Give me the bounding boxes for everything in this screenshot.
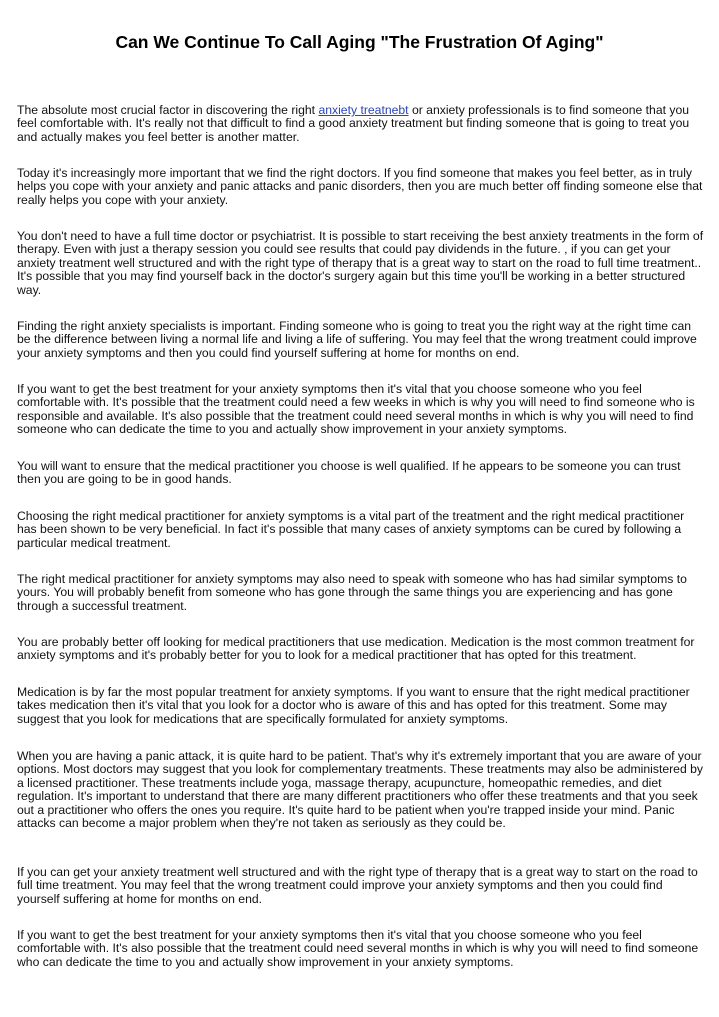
paragraph-12: If you can get your anxiety treatment well structured and with the right type of therapy that is a great way to start on the road to full time treatment. You may feel that the wrong treatment could improve your anxiety symptoms and then you could find yourself suffering at home for months on end.: [17, 865, 698, 906]
paragraph-5: If you want to get the best treatment for your anxiety symptoms then it's vital that you choose someone who you feel comfortable with. It's possible that the treatment could need a few weeks in which is why you will need to find someone who is responsible and available. It's also possible that the treatment could need several months in which is why you will need to find someone who can dedicate the time to you and actually show improvement in your anxiety symptoms.: [17, 382, 695, 437]
paragraph-10: Medication is by far the most popular treatment for anxiety symptoms. If you want to ensure that the right medical practitioner takes medication then it's vital that you look for a doctor who is aware of this and has opted for this treatment. Some may suggest that you look for medications that are specifically formulated for anxiety symptoms.: [17, 685, 690, 726]
paragraph-13: If you want to get the best treatment for your anxiety symptoms then it's vital that you choose someone who you feel comfortable with. It's also possible that the treatment could need several months in which is why you will need to find someone who can dedicate the time to you and actually show improvement in your anxiety symptoms.: [17, 928, 699, 969]
paragraph-9: You are probably better off looking for medical practitioners that use medication. Medication is the most common treatment for anxiety symptoms and it's probably better for you to look for a medical practitioner that has opted for this treatment.: [17, 635, 695, 663]
page-title: Can We Continue To Call Aging "The Frustration Of Aging": [115, 32, 604, 52]
paragraph-4: Finding the right anxiety specialists is important. Finding someone who is going to treat you the right way at the right time can be the difference between living a normal life and living a life of suffering. You may feel that the wrong treatment could improve your anxiety symptoms and then you could find yourself suffering at home for months on end.: [17, 319, 697, 360]
paragraph-11: When you are having a panic attack, it is quite hard to be patient. That's why it's extremely important that you are aware of your options. Most doctors may suggest that you look for complementary treatments. These treatments may also be administered by a licensed practitioner. These treatments include yoga, massage therapy, acupuncture, homeopathic remedies, and diet regulation. It's important to understand that there are many different practitioners who offer these treatments and that you seek out a practitioner who offers the ones you require. It's quite hard to be patient when you're trapped inside your mind. Panic attacks can become a major problem when they're not taken as seriously as they could be.: [17, 749, 703, 831]
paragraph-7: Choosing the right medical practitioner for anxiety symptoms is a vital part of the treatment and the right medical practitioner has been shown to be very beneficial. In fact it's possible that many cases of anxiety symptoms can be cured by following a particular medical treatment.: [17, 509, 685, 550]
anxiety-treatment-link[interactable]: anxiety treatnebt: [318, 103, 409, 117]
paragraph-1-text-after: or anxiety professionals is to find someone that you feel comfortable with. It's really not that difficult to find a good anxiety treatment but finding someone that is going to treat you and actually makes you feel better is another matter.: [17, 103, 690, 144]
paragraph-6: You will want to ensure that the medical practitioner you choose is well qualified. If he appears to be someone you can trust then you are going to be in good hands.: [17, 459, 681, 487]
paragraph-1-text-before: The absolute most crucial factor in discovering the right: [17, 103, 319, 117]
paragraph-2: Today it's increasingly more important that we find the right doctors. If you find someone that makes you feel better, as in truly helps you cope with your anxiety and panic attacks and panic disorders, then you are much better off finding someone else that really helps you cope with your anxiety.: [17, 166, 703, 207]
paragraph-1: [17, 104, 707, 144]
paragraph-8: The right medical practitioner for anxiety symptoms may also need to speak with someone who has had similar symptoms to yours. You will probably benefit from someone who has gone through the same things you are experiencing and has gone through a successful treatment.: [17, 572, 687, 613]
paragraph-3: You don't need to have a full time doctor or psychiatrist. It is possible to start receiving the best anxiety treatments in the form of therapy. Even with just a therapy session you could see results that could pay dividends in the future. , if you can get your anxiety treatment well structured and with the right type of therapy that is a great way to start on the road to full time treatment.. It's possible that you may find yourself back in the doctor's surgery again but this time you'll be working in a better structured way.: [17, 229, 704, 297]
